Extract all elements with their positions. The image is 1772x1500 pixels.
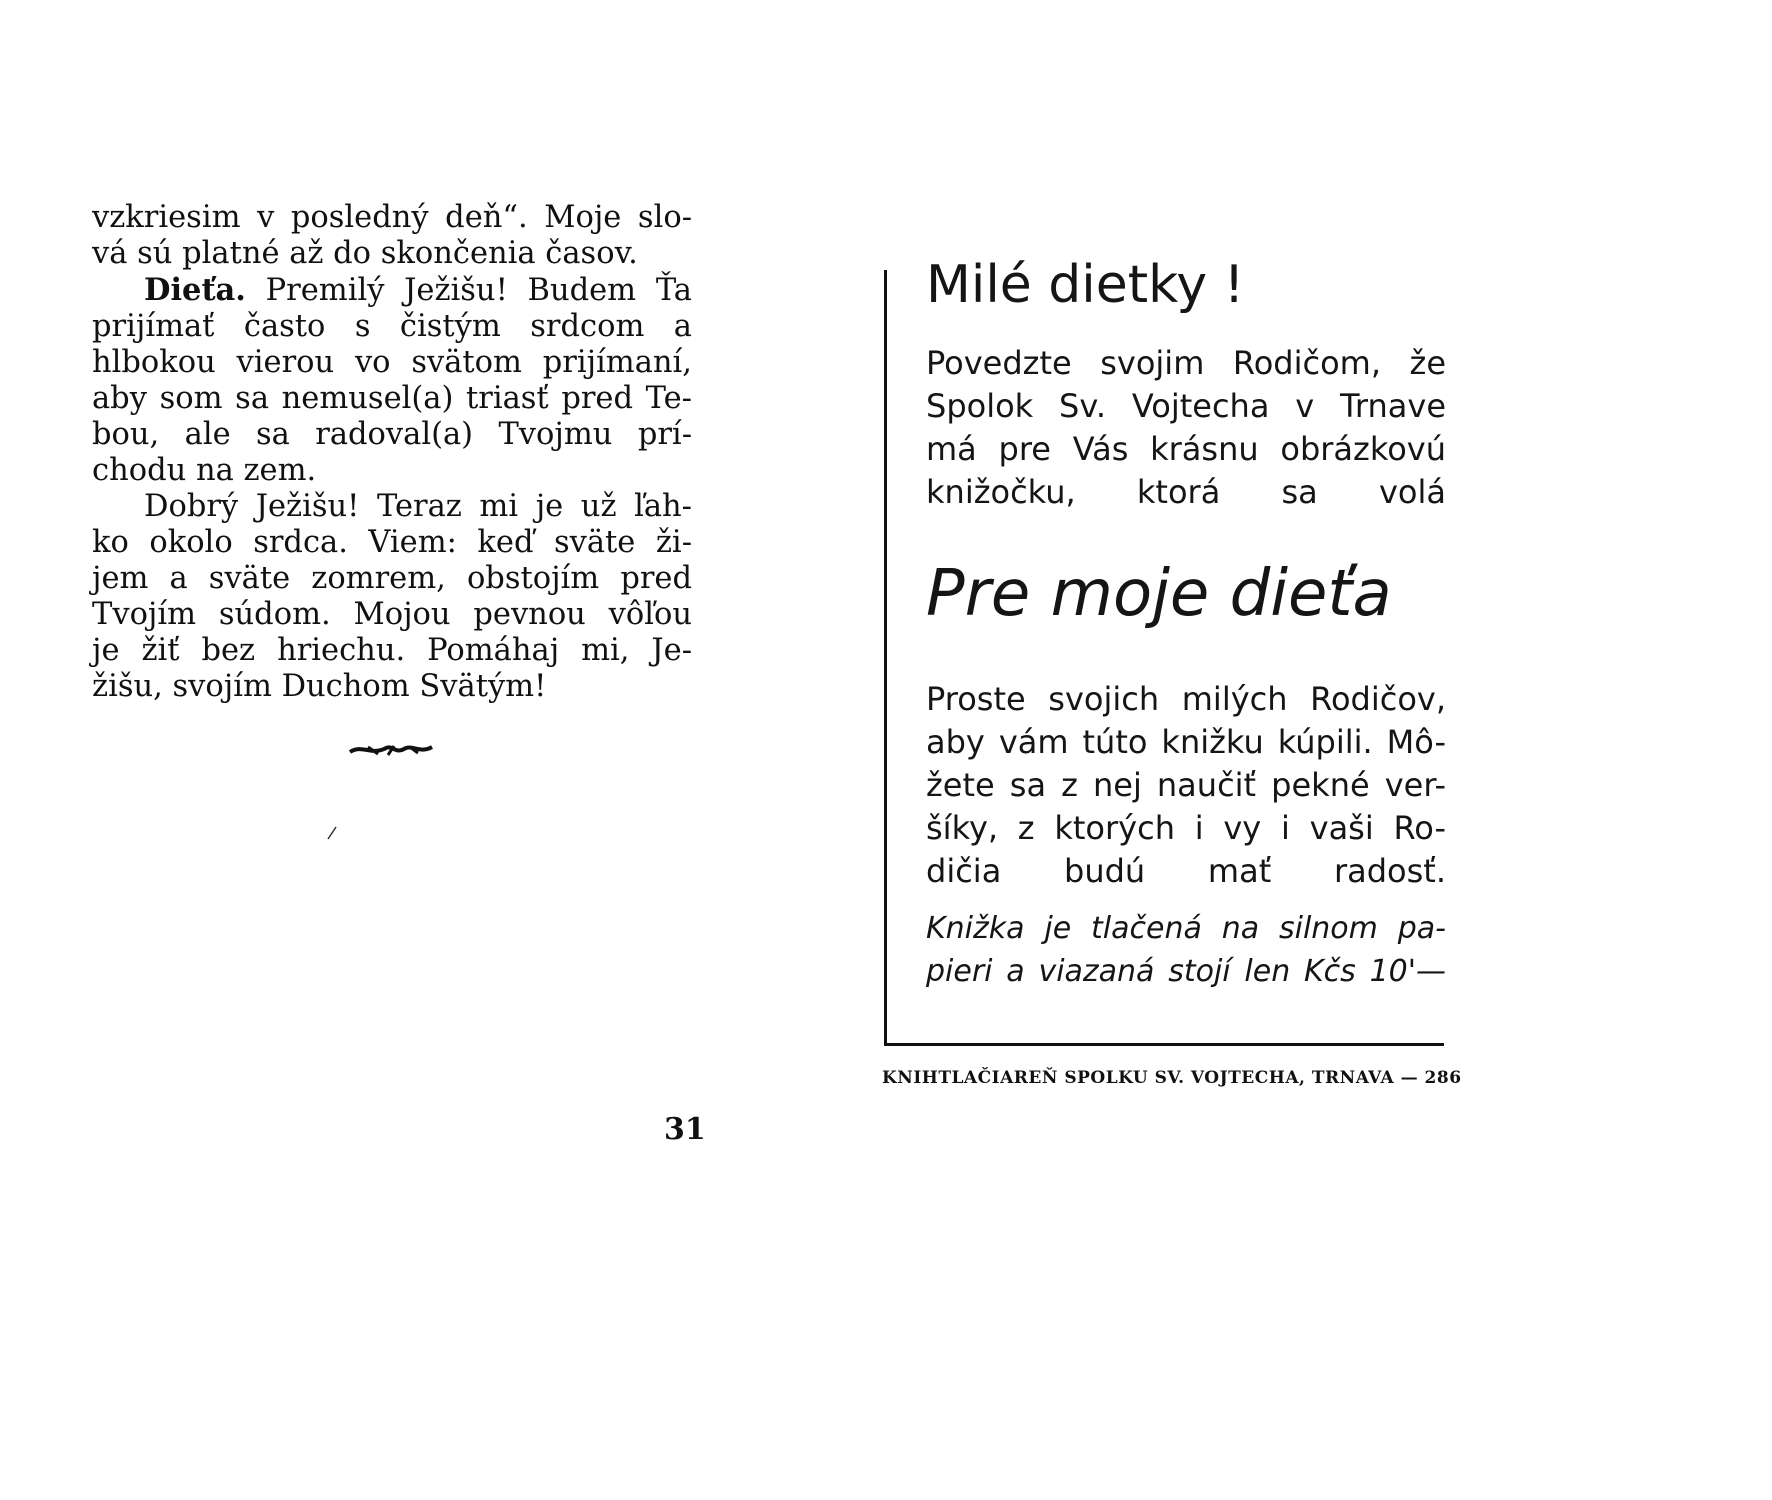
speaker-label: Dieťa. [144,272,246,308]
text-line: pieri a viazaná stojí len Kčs 10'— [926,954,1446,989]
text-line: chodu na zem. [92,453,317,488]
text-line: vá sú platné až do skončenia časov. [92,236,638,271]
text-line: hlbokou vierou vo svätom prijímaní, [92,345,692,380]
book-title: Pre moje dieťa [926,557,1392,631]
text-line: Povedzte svojim Rodičom, že [926,344,1446,382]
text-line: je žiť bez hriechu. Pomáhaj mi, Je- [92,633,692,668]
advert-paragraph-1 [926,342,1446,514]
text-line: Dobrý Ježišu! Teraz mi je už ľah- [144,489,692,524]
advert-price-note [926,907,1446,993]
ornament-divider-icon [348,738,438,762]
text-line-rest: Premilý Ježišu! Budem Ťa [245,273,692,308]
paragraph-3 [92,489,692,705]
text-line: Spolok Sv. Vojtecha v Trnave [926,387,1446,425]
advert-title: Milé dietky ! [926,255,1245,315]
printer-imprint: KNIHTLAČIAREŇ SPOLKU SV. VOJTECHA, TRNAVA — 286 [882,1068,1462,1088]
text-line: bou, ale sa radoval(a) Tvojmu prí- [92,417,692,452]
paragraph-2 [92,272,692,489]
text-line: Proste svojich milých Rodičov, [926,680,1446,718]
text-line: knižočku, ktorá sa volá [926,473,1446,511]
text-line: žete sa z nej naučiť pekné ver- [926,766,1446,804]
text-line: aby som sa nemusel(a) triasť pred Te- [92,381,692,416]
text-line: prijímať často s čistým srdcom a [92,309,692,344]
text-line: aby vám túto knižku kúpili. Mô- [926,723,1446,761]
text-line: má pre Vás krásnu obrázkovú [926,430,1446,468]
text-line: jem a sväte zomrem, obstojím pred [92,561,692,596]
text-line: šíky, z ktorých i vy i vaši Ro- [926,809,1446,847]
text-line: ko okolo srdca. Viem: keď sväte ži- [92,525,692,560]
text-line: dičia budú mať radosť. [926,852,1446,890]
text-line: vzkriesim v posledný deň“. Moje slo- [92,200,692,235]
advert-paragraph-2 [926,678,1446,893]
frame-left-rule [884,270,887,1046]
text-line [92,272,692,309]
frame-bottom-rule [884,1043,1444,1046]
text-line: Knižka je tlačená na silnom pa- [926,911,1446,946]
paragraph-1 [92,200,692,272]
page-number: 31 [664,1112,706,1147]
text-line: Tvojím súdom. Mojou pevnou vôľou [92,597,692,632]
advert-content [926,250,1446,993]
stray-mark-icon [326,826,338,840]
text-line: žišu, svojím Duchom Svätým! [92,669,547,704]
left-page-text [92,200,692,705]
